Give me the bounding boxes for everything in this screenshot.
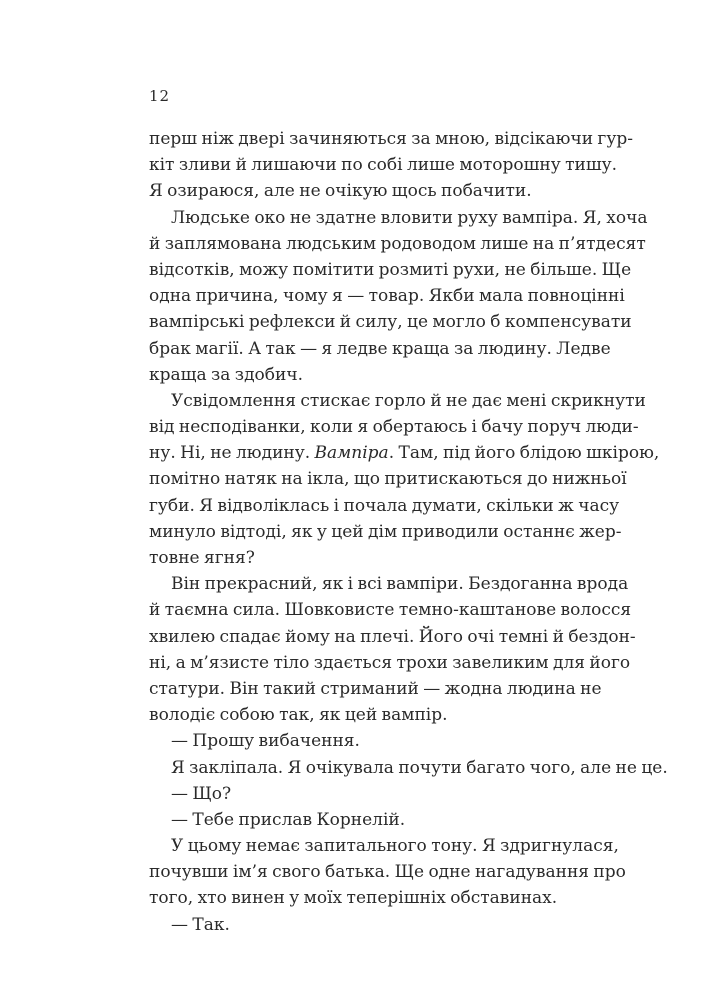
text-line	[149, 781, 585, 807]
text-segment: . Там, під його блідою шкірою,	[388, 443, 660, 464]
text-segment: ну. Ні, не людину.	[149, 443, 315, 464]
text-line	[149, 519, 622, 545]
text-line	[149, 624, 636, 650]
text-line	[149, 336, 611, 362]
text-segment: й таємна сила. Шовковисте темно-каштанове волосся	[149, 600, 632, 621]
text-segment: й заплямована людським родоводом лише на п’ятдесят	[149, 233, 646, 254]
text-line	[149, 414, 639, 440]
text-segment: — Так.	[171, 914, 230, 935]
text-line	[149, 466, 627, 492]
text-segment: товне ягня?	[149, 548, 255, 568]
body-text	[149, 126, 668, 938]
text-line	[149, 440, 660, 466]
text-segment: хвилею спадає йому на плечі. Його очі темні й бездон-	[149, 626, 636, 647]
text-line	[149, 362, 585, 388]
text-segment: — Що?	[171, 783, 232, 804]
text-segment: відсотків, можу помітити розмиті рухи, не більше. Ще	[149, 259, 632, 280]
text-line	[149, 728, 585, 754]
text-line	[149, 571, 629, 597]
text-segment: вампірські рефлекси й силу, це могло б компенсувати	[149, 312, 632, 333]
text-segment: Він прекрасний, як і всі вампіри. Бездоганна врода	[171, 574, 629, 595]
text-segment: того, хто винен у моїх теперішніх обставинах.	[149, 888, 558, 909]
text-line	[149, 650, 631, 676]
text-line	[149, 283, 625, 309]
text-segment: одна причина, чому я — товар. Якби мала повноцінні	[149, 286, 625, 307]
text-line	[149, 597, 632, 623]
text-segment: краща за здобич.	[149, 364, 303, 385]
text-line	[149, 126, 633, 152]
text-line	[149, 702, 585, 728]
text-segment: кіт зливи й лишаючи по собі лише моторошну тишу.	[149, 155, 618, 176]
text-line	[149, 152, 618, 178]
text-line	[149, 545, 585, 571]
text-segment: ні, а м’язисте тіло здається трохи завеликим для його	[149, 652, 631, 673]
text-segment: Я озираюся, але не очікую щось побачити.	[149, 181, 532, 202]
text-line	[149, 833, 619, 859]
text-line	[149, 676, 602, 702]
text-segment: помітно натяк на ікла, що притискаються до нижньої	[149, 469, 627, 490]
italic-word: Вампіра	[314, 443, 389, 464]
text-line	[149, 388, 646, 414]
page-number: 12	[149, 87, 171, 105]
text-segment: перш ніж двері зачиняються за мною, відсікаючи гур-	[149, 129, 633, 149]
text-segment: Усвідомлення стискає горло й не дає мені скрикнути	[171, 390, 646, 411]
text-line	[149, 309, 632, 335]
text-segment: — Тебе прислав Корнелій.	[171, 809, 406, 830]
text-segment: почувши ім’я свого батька. Ще одне нагадування про	[149, 862, 626, 883]
text-segment: брак магії. А так — я ледве краща за людину. Ледве	[149, 338, 611, 359]
text-segment: Людське око не здатне вловити руху вампіра. Я, хоча	[171, 207, 648, 228]
text-segment: статури. Він такий стриманий — жодна людина не	[149, 678, 602, 699]
text-segment: володіє собою так, як цей вампір.	[149, 705, 448, 726]
text-line	[149, 257, 632, 283]
text-line	[149, 885, 585, 911]
text-segment: від несподіванки, коли я обертаюсь і бачу поруч люди-	[149, 417, 639, 438]
text-line	[149, 807, 585, 833]
text-segment: Я закліпала. Я очікувала почути багато чого, але не це.	[171, 757, 668, 778]
text-line	[149, 205, 648, 231]
text-segment: губи. Я відволіклась і почала думати, скільки ж часу	[149, 495, 620, 516]
text-line	[149, 912, 585, 938]
text-line	[149, 755, 668, 781]
text-segment: У цьому немає запитального тону. Я здригнулася,	[171, 836, 619, 857]
text-line	[149, 178, 585, 204]
text-line	[149, 493, 620, 519]
text-line	[149, 231, 646, 257]
text-segment: — Прошу вибачення.	[171, 731, 360, 752]
text-segment: минуло відтоді, як у цей дім приводили останнє жер-	[149, 521, 622, 542]
text-line	[149, 859, 626, 885]
